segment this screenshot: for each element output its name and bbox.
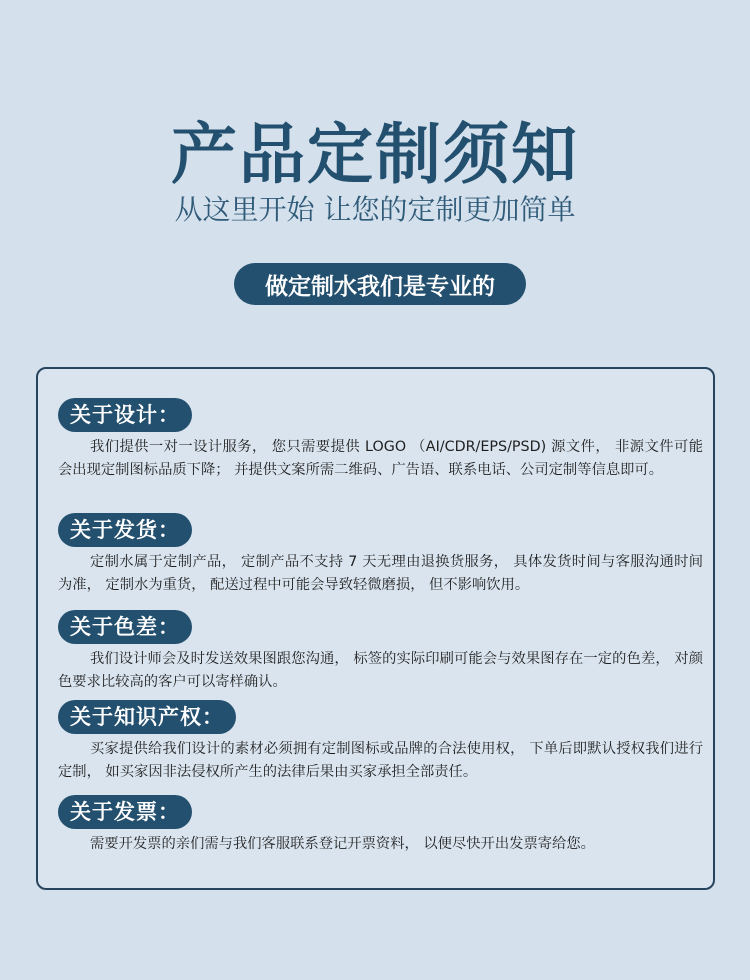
section-text: 买家提供给我们设计的素材必须拥有定制图标或品牌的合法使用权， 下单后即默认授权我们进行定制， 如买家因非法侵权所产生的法律后果由买家承担全部责任。 xyxy=(58,741,703,780)
section-text: 需要开发票的亲们需与我们客服联系登记开票资料， 以便尽快开出发票寄给您。 xyxy=(90,836,595,852)
section-ip xyxy=(58,700,703,784)
section-heading: 关于知识产权： xyxy=(58,700,236,734)
section-heading: 关于发货： xyxy=(58,513,192,547)
section-design xyxy=(58,398,703,482)
section-text: 定制水属于定制产品， 定制产品不支持 7 天无理由退换货服务， 具体发货时间与客服沟通时间为准， 定制水为重货， 配送过程中可能会导致轻微磨损， 但不影响饮用。 xyxy=(58,554,703,593)
notice-card xyxy=(36,367,715,890)
section-shipping xyxy=(58,513,703,597)
section-text: 我们设计师会及时发送效果图跟您沟通， 标签的实际印刷可能会与效果图存在一定的色差， 对颜色要求比较高的客户可以寄样确认。 xyxy=(58,651,703,690)
section-text: 我们提供一对一设计服务， 您只需要提供 LOGO （AI/CDR/EPS/PSD) 源文件， 非源文件可能会出现定制图标品质下降； 并提供文案所需二维码、广告语、联系电话、公司定制等信息即可。 xyxy=(58,439,703,478)
section-heading: 关于发票： xyxy=(58,795,192,829)
section-heading: 关于设计： xyxy=(58,398,192,432)
section-heading: 关于色差： xyxy=(58,610,192,644)
slogan-badge: 做定制水我们是专业的 xyxy=(234,263,526,305)
section-color-difference xyxy=(58,610,703,694)
page-subtitle: 从这里开始 让您的定制更加简单 xyxy=(174,193,576,226)
page-title: 产品定制须知 xyxy=(171,116,579,193)
section-invoice xyxy=(58,795,703,856)
